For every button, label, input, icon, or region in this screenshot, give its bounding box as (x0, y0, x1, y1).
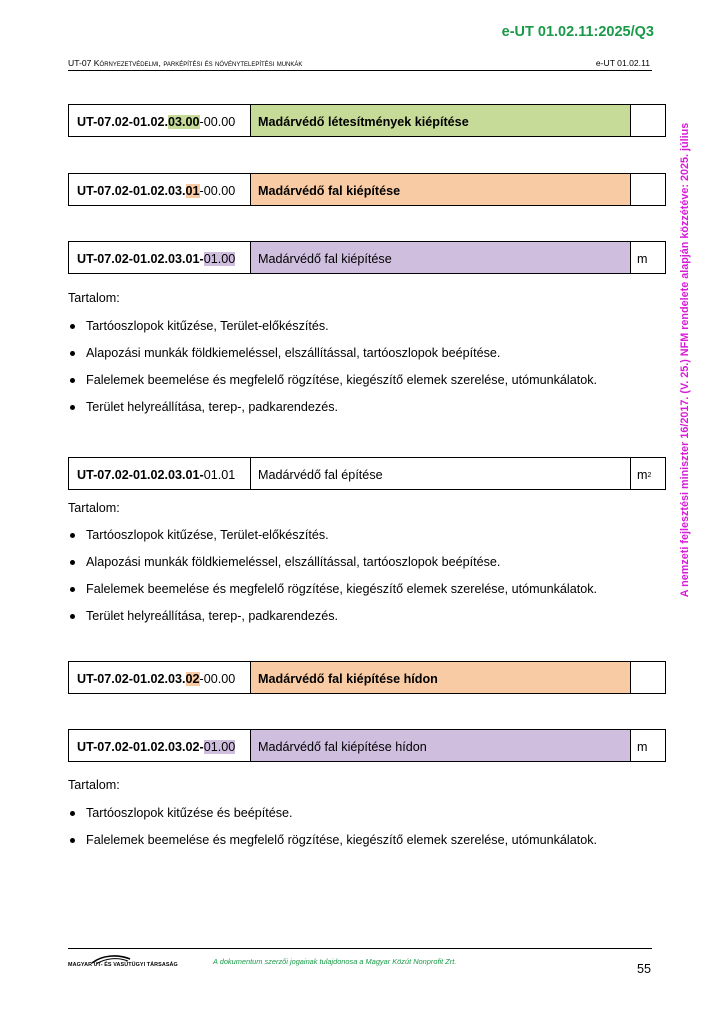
list-item: Alapozási munkák földkiemeléssel, elszállítással, tartóoszlopok beépítése. (68, 345, 597, 372)
list-item: Falelemek beemelése és megfelelő rögzítése, kiegészítő elemek szerelése, utómunkálatok. (68, 372, 597, 399)
list-item: Alapozási munkák földkiemeléssel, elszállítással, tartóoszlopok beépítése. (68, 554, 597, 581)
item-title: Madárvédő létesítmények kiépítése (251, 105, 631, 136)
running-header-ref: e-UT 01.02.11 (595, 58, 650, 68)
list-item: Falelemek beemelése és megfelelő rögzítése, kiegészítő elemek szerelése, utómunkálatok. (68, 581, 597, 608)
content-list (68, 318, 597, 426)
content-label: Tartalom: (68, 501, 120, 515)
content-label: Tartalom: (68, 291, 120, 305)
item-code: UT-07.02-01.02. 03.00 -00.00 (69, 105, 251, 136)
footer-divider (68, 948, 652, 949)
list-item: Tartóoszlopok kitűzése, Terület-előkészítés. (68, 527, 597, 554)
content-list (68, 805, 597, 859)
header-divider (68, 70, 652, 71)
item-title: Madárvédő fal kiépítése (251, 242, 631, 273)
item-title: Madárvédő fal kiépítése (251, 174, 631, 205)
item-row-subgroup (68, 661, 666, 694)
item-code: UT-07.02-01.02.03. 02 -00.00 (69, 662, 251, 693)
content-list (68, 527, 597, 635)
document-code: e-UT 01.02.11:2025/Q3 (501, 24, 654, 40)
item-row (68, 729, 666, 762)
item-code: UT-07.02-01.02.03.02- 01.00 (69, 730, 251, 761)
list-item: Terület helyreállítása, terep-, padkarendezés. (68, 608, 597, 635)
item-unit: m 2 (637, 468, 652, 482)
item-title: Madárvédő fal kiépítése hídon (251, 730, 631, 761)
item-unit (631, 105, 665, 136)
item-unit: m (637, 252, 648, 266)
item-title: Madárvédő fal építése (251, 458, 631, 489)
item-unit (631, 662, 665, 693)
society-logo: MAGYAR ÚT- ÉS VASÚTÜGYI TÁRSASÁG (68, 954, 168, 973)
content-label: Tartalom: (68, 778, 120, 792)
item-row-group (68, 104, 666, 137)
list-item: Tartóoszlopok kitűzése, Terület-előkészítés. (68, 318, 597, 345)
running-header-section: UT-07 Környezetvédelmi, parképítési és növénytelepítési munkák (68, 58, 303, 68)
item-code: UT-07.02-01.02.03.01- 01.00 (69, 242, 251, 273)
item-title: Madárvédő fal kiépítése hídon (251, 662, 631, 693)
item-unit: m (637, 740, 648, 754)
list-item: Terület helyreállítása, terep-, padkarendezés. (68, 399, 597, 426)
list-item: Tartóoszlopok kitűzése és beépítése. (68, 805, 597, 832)
copyright-note: A dokumentum szerzői jogainak tulajdonosa a Magyar Közút Nonprofit Zrt. (213, 957, 457, 966)
item-code: UT-07.02-01.02.03.01- 01.01 (69, 458, 251, 489)
item-row (68, 457, 666, 490)
item-row (68, 241, 666, 274)
list-item: Falelemek beemelése és megfelelő rögzítése, kiegészítő elemek szerelése, utómunkálatok. (68, 832, 597, 859)
item-unit (631, 174, 665, 205)
page-number: 55 (636, 962, 651, 976)
item-code: UT-07.02-01.02.03. 01 -00.00 (69, 174, 251, 205)
item-row-subgroup (68, 173, 666, 206)
